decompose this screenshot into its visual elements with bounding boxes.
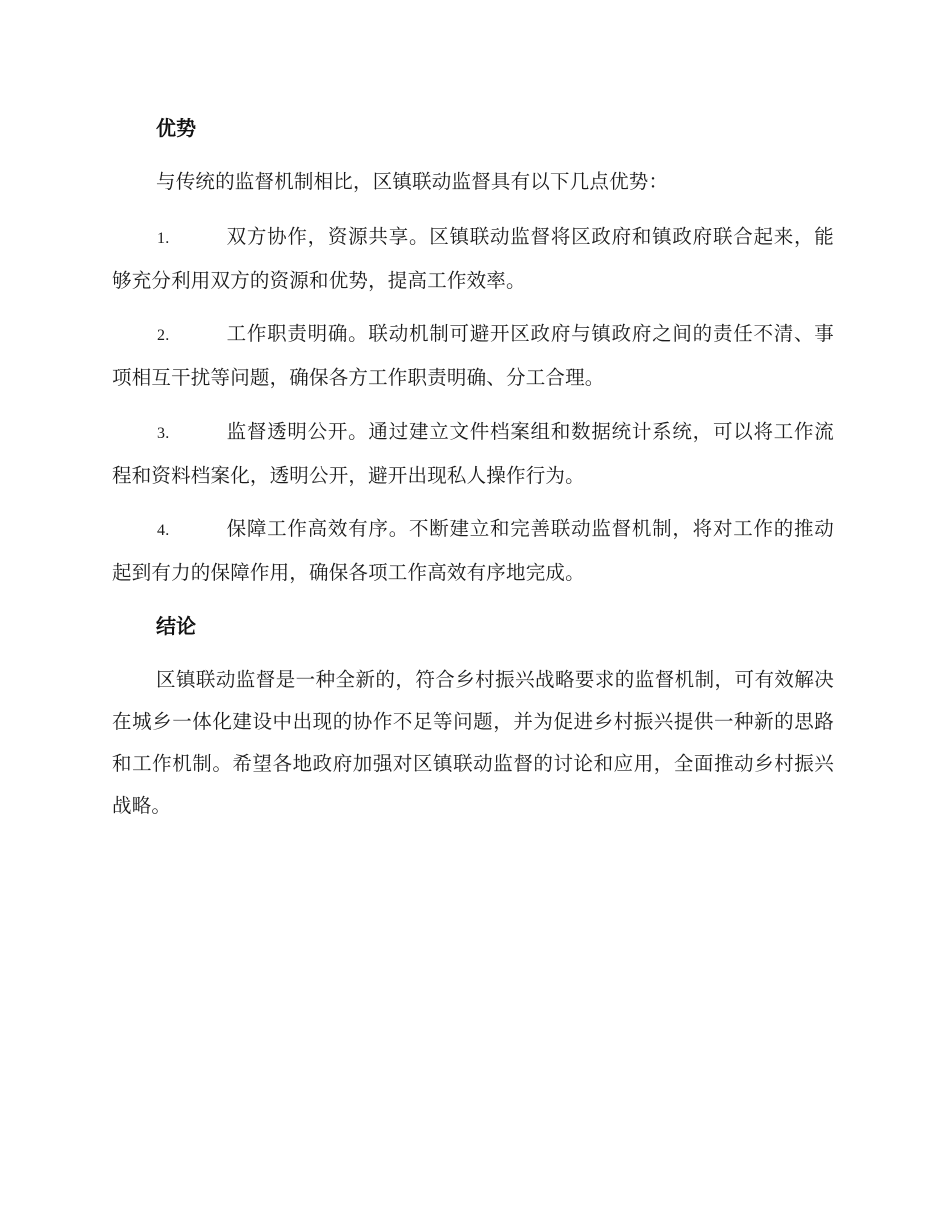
list-text-2: 工作职责明确。联动机制可避开区政府与镇政府之间的责任不清、事项相互干扰等问题，确保各方工作职责明确、分工合理。 — [112, 322, 834, 389]
heading-conclusion: 结论 — [156, 614, 196, 638]
heading-advantages: 优势 — [156, 116, 196, 140]
conclusion-paragraph: 区镇联动监督是一种全新的，符合乡村振兴战略要求的监督机制，可有效解决在城乡一体化建设中出现的协作不足等问题，并为促进乡村振兴提供一种新的思路和工作机制。希望各地政府加强对区镇联动监督的讨论和应用，全面推动乡村振兴战略。 — [112, 668, 834, 817]
list-text-3: 监督透明公开。通过建立文件档案组和数据统计系统，可以将工作流程和资料档案化，透明公开，避开出现私人操作行为。 — [112, 420, 834, 487]
list-number-1: 1. — [157, 230, 170, 247]
list-number-2: 2. — [157, 327, 170, 344]
list-text-4: 保障工作高效有序。不断建立和完善联动监督机制，将对工作的推动起到有力的保障作用，确保各项工作高效有序地完成。 — [112, 517, 834, 584]
list-item-4 — [112, 508, 834, 594]
list-number-4: 4. — [157, 522, 170, 539]
advantages-intro: 与传统的监督机制相比，区镇联动监督具有以下几点优势： — [156, 170, 669, 193]
list-item-2 — [112, 313, 834, 399]
list-number-3: 3. — [157, 425, 170, 442]
list-item-1 — [112, 216, 834, 302]
list-text-1: 双方协作，资源共享。区镇联动监督将区政府和镇政府联合起来，能够充分利用双方的资源和优势，提高工作效率。 — [112, 225, 834, 292]
list-item-3 — [112, 411, 834, 497]
